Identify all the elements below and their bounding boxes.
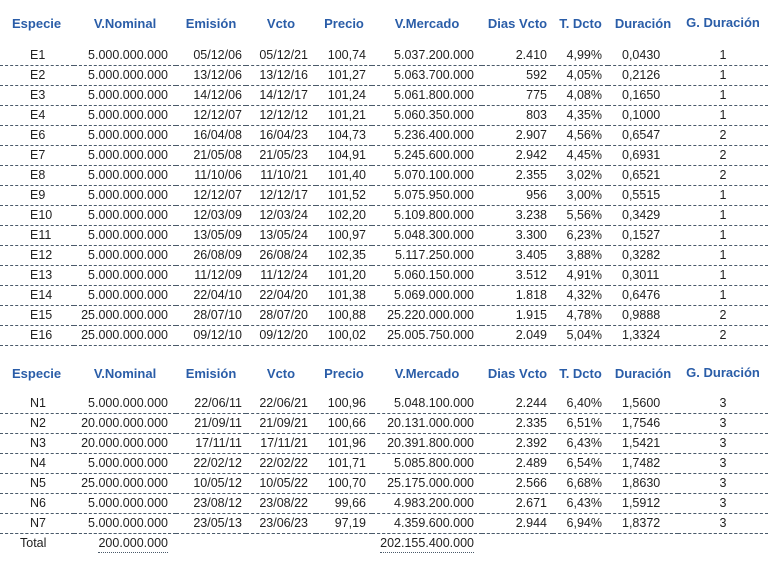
table-row (0, 86, 768, 106)
cell-v-mercado: 5.075.950.000 (372, 186, 482, 206)
cell-duracion: 0,3282 (608, 246, 678, 266)
cell-emision: 17/11/11 (176, 434, 246, 454)
cell-t-dcto: 3,88% (553, 246, 608, 266)
cell-v-mercado: 5.117.250.000 (372, 246, 482, 266)
cell-vcto: 21/05/23 (246, 146, 316, 166)
cell-v-mercado: 5.236.400.000 (372, 126, 482, 146)
cell-especie: N4 (0, 454, 74, 474)
cell-v-nominal: 25.000.000.000 (74, 474, 176, 494)
cell-dias-vcto: 2.335 (482, 414, 553, 434)
cell-precio: 100,97 (316, 226, 372, 246)
cell-especie: E11 (0, 226, 74, 246)
total-empty-cell (608, 534, 678, 554)
cell-t-dcto: 6,68% (553, 474, 608, 494)
cell-emision: 12/03/09 (176, 206, 246, 226)
cell-vcto: 14/12/17 (246, 86, 316, 106)
cell-precio: 101,21 (316, 106, 372, 126)
total-section (0, 534, 768, 554)
cell-especie: N2 (0, 414, 74, 434)
cell-precio: 101,38 (316, 286, 372, 306)
header-duracion: Duración (614, 365, 672, 381)
cell-v-mercado: 5.109.800.000 (372, 206, 482, 226)
cell-dias-vcto: 3.512 (482, 266, 553, 286)
cell-dias-vcto: 775 (482, 86, 553, 106)
header-v-nominal: V.Nominal (93, 365, 157, 381)
cell-dias-vcto: 2.944 (482, 514, 553, 534)
table-row (0, 46, 768, 66)
cell-especie: E6 (0, 126, 74, 146)
cell-duracion: 1,5600 (608, 394, 678, 414)
cell-emision: 28/07/10 (176, 306, 246, 326)
cell-v-nominal: 5.000.000.000 (74, 454, 176, 474)
total-empty-cell (553, 534, 608, 554)
total-empty-cell (482, 534, 553, 554)
cell-precio: 97,19 (316, 514, 372, 534)
cell-duracion: 1,5421 (608, 434, 678, 454)
cell-t-dcto: 6,43% (553, 494, 608, 514)
cell-t-dcto: 4,99% (553, 46, 608, 66)
cell-precio: 101,40 (316, 166, 372, 186)
table-row (0, 286, 768, 306)
cell-duracion: 1,3324 (608, 326, 678, 346)
cell-vcto: 21/09/21 (246, 414, 316, 434)
total-empty-cell (678, 534, 768, 554)
header-v-mercado: V.Mercado (394, 15, 460, 31)
cell-g-duracion: 2 (678, 146, 768, 166)
cell-vcto: 22/06/21 (246, 394, 316, 414)
cell-especie: E7 (0, 146, 74, 166)
cell-v-nominal: 5.000.000.000 (74, 286, 176, 306)
cell-duracion: 1,5912 (608, 494, 678, 514)
header-row-n (0, 346, 768, 395)
cell-duracion: 0,3429 (608, 206, 678, 226)
cell-precio: 100,66 (316, 414, 372, 434)
cell-v-mercado: 5.048.300.000 (372, 226, 482, 246)
cell-dias-vcto: 2.049 (482, 326, 553, 346)
cell-g-duracion: 3 (678, 434, 768, 454)
cell-precio: 101,27 (316, 66, 372, 86)
cell-dias-vcto: 2.244 (482, 394, 553, 414)
cell-t-dcto: 4,91% (553, 266, 608, 286)
cell-v-nominal: 5.000.000.000 (74, 394, 176, 414)
header-t-dcto: T. Dcto (559, 365, 602, 381)
cell-dias-vcto: 803 (482, 106, 553, 126)
cell-duracion: 0,3011 (608, 266, 678, 286)
cell-duracion: 1,8372 (608, 514, 678, 534)
cell-especie: E12 (0, 246, 74, 266)
cell-dias-vcto: 3.300 (482, 226, 553, 246)
cell-emision: 12/12/07 (176, 106, 246, 126)
cell-duracion: 0,6476 (608, 286, 678, 306)
cell-v-nominal: 5.000.000.000 (74, 46, 176, 66)
cell-g-duracion: 1 (678, 86, 768, 106)
cell-duracion: 0,6521 (608, 166, 678, 186)
total-empty-cell (176, 534, 246, 554)
cell-v-mercado: 25.175.000.000 (372, 474, 482, 494)
table-row (0, 434, 768, 454)
table-row (0, 414, 768, 434)
cell-g-duracion: 2 (678, 306, 768, 326)
cell-dias-vcto: 1.818 (482, 286, 553, 306)
cell-especie: E14 (0, 286, 74, 306)
cell-precio: 100,02 (316, 326, 372, 346)
header-dias-vcto: Dias Vcto (487, 365, 548, 381)
cell-v-mercado: 25.005.750.000 (372, 326, 482, 346)
table-row (0, 494, 768, 514)
cell-t-dcto: 5,56% (553, 206, 608, 226)
cell-v-nominal: 5.000.000.000 (74, 206, 176, 226)
cell-duracion: 0,9888 (608, 306, 678, 326)
cell-v-nominal: 5.000.000.000 (74, 186, 176, 206)
header-g-duracion: G. Duración (686, 365, 760, 380)
cell-t-dcto: 6,51% (553, 414, 608, 434)
cell-g-duracion: 1 (678, 246, 768, 266)
cell-g-duracion: 1 (678, 206, 768, 226)
cell-v-nominal: 5.000.000.000 (74, 106, 176, 126)
cell-duracion: 1,8630 (608, 474, 678, 494)
cell-precio: 102,35 (316, 246, 372, 266)
cell-g-duracion: 1 (678, 186, 768, 206)
cell-v-nominal: 5.000.000.000 (74, 226, 176, 246)
header-duracion: Duración (614, 15, 672, 31)
table-row (0, 266, 768, 286)
cell-dias-vcto: 2.566 (482, 474, 553, 494)
cell-vcto: 12/03/24 (246, 206, 316, 226)
cell-emision: 14/12/06 (176, 86, 246, 106)
cell-dias-vcto: 2.942 (482, 146, 553, 166)
cell-precio: 101,96 (316, 434, 372, 454)
cell-precio: 99,66 (316, 494, 372, 514)
header-especie: Especie (12, 15, 62, 31)
header-vcto: Vcto (266, 365, 296, 381)
cell-g-duracion: 2 (678, 326, 768, 346)
cell-especie: E1 (0, 46, 74, 66)
cell-dias-vcto: 2.489 (482, 454, 553, 474)
cell-emision: 21/05/08 (176, 146, 246, 166)
cell-dias-vcto: 592 (482, 66, 553, 86)
table-row (0, 126, 768, 146)
total-row (0, 534, 768, 554)
cell-especie: E9 (0, 186, 74, 206)
cell-v-nominal: 5.000.000.000 (74, 266, 176, 286)
cell-duracion: 0,1000 (608, 106, 678, 126)
cell-especie: E2 (0, 66, 74, 86)
cell-dias-vcto: 2.410 (482, 46, 553, 66)
cell-v-mercado: 25.220.000.000 (372, 306, 482, 326)
cell-vcto: 12/12/12 (246, 106, 316, 126)
cell-v-nominal: 25.000.000.000 (74, 306, 176, 326)
cell-precio: 101,52 (316, 186, 372, 206)
table-row (0, 394, 768, 414)
cell-dias-vcto: 2.355 (482, 166, 553, 186)
cell-dias-vcto: 2.671 (482, 494, 553, 514)
cell-t-dcto: 4,32% (553, 286, 608, 306)
header-precio: Precio (324, 15, 364, 31)
header-t-dcto: T. Dcto (559, 15, 602, 31)
header-v-nominal: V.Nominal (93, 15, 157, 31)
cell-especie: N6 (0, 494, 74, 514)
cell-duracion: 0,1527 (608, 226, 678, 246)
section-n-rows (0, 394, 768, 534)
cell-vcto: 11/12/24 (246, 266, 316, 286)
cell-g-duracion: 1 (678, 46, 768, 66)
cell-g-duracion: 3 (678, 514, 768, 534)
cell-vcto: 23/06/23 (246, 514, 316, 534)
cell-v-nominal: 5.000.000.000 (74, 126, 176, 146)
cell-duracion: 1,7482 (608, 454, 678, 474)
cell-t-dcto: 5,04% (553, 326, 608, 346)
cell-emision: 22/02/12 (176, 454, 246, 474)
cell-precio: 100,88 (316, 306, 372, 326)
cell-v-nominal: 5.000.000.000 (74, 246, 176, 266)
cell-especie: E8 (0, 166, 74, 186)
cell-t-dcto: 6,54% (553, 454, 608, 474)
cell-v-nominal: 20.000.000.000 (74, 414, 176, 434)
cell-v-mercado: 5.085.800.000 (372, 454, 482, 474)
cell-v-mercado: 5.037.200.000 (372, 46, 482, 66)
table-row (0, 166, 768, 186)
table-row (0, 246, 768, 266)
cell-v-nominal: 5.000.000.000 (74, 86, 176, 106)
cell-especie: E13 (0, 266, 74, 286)
cell-precio: 101,71 (316, 454, 372, 474)
cell-t-dcto: 4,56% (553, 126, 608, 146)
header-v-mercado: V.Mercado (394, 365, 460, 381)
cell-v-nominal: 5.000.000.000 (74, 494, 176, 514)
cell-v-mercado: 4.983.200.000 (372, 494, 482, 514)
cell-emision: 12/12/07 (176, 186, 246, 206)
cell-especie: E4 (0, 106, 74, 126)
cell-especie: N5 (0, 474, 74, 494)
cell-v-mercado: 4.359.600.000 (372, 514, 482, 534)
cell-vcto: 17/11/21 (246, 434, 316, 454)
cell-v-nominal: 5.000.000.000 (74, 146, 176, 166)
table-row (0, 146, 768, 166)
cell-t-dcto: 6,94% (553, 514, 608, 534)
cell-v-nominal: 5.000.000.000 (74, 66, 176, 86)
header-precio: Precio (324, 365, 364, 381)
cell-precio: 101,24 (316, 86, 372, 106)
header-especie: Especie (12, 365, 62, 381)
cell-emision: 13/12/06 (176, 66, 246, 86)
cell-vcto: 16/04/23 (246, 126, 316, 146)
cell-v-nominal: 20.000.000.000 (74, 434, 176, 454)
cell-vcto: 12/12/17 (246, 186, 316, 206)
table-row (0, 454, 768, 474)
cell-dias-vcto: 2.392 (482, 434, 553, 454)
cell-dias-vcto: 3.238 (482, 206, 553, 226)
cell-precio: 104,73 (316, 126, 372, 146)
total-mercado-value: 202.155.400.000 (380, 535, 474, 553)
cell-vcto: 10/05/22 (246, 474, 316, 494)
total-nominal (74, 534, 176, 554)
cell-t-dcto: 6,43% (553, 434, 608, 454)
cell-g-duracion: 1 (678, 66, 768, 86)
cell-especie: N3 (0, 434, 74, 454)
total-empty-cell (246, 534, 316, 554)
cell-vcto: 22/02/22 (246, 454, 316, 474)
cell-dias-vcto: 956 (482, 186, 553, 206)
cell-duracion: 1,7546 (608, 414, 678, 434)
cell-emision: 11/10/06 (176, 166, 246, 186)
cell-vcto: 11/10/21 (246, 166, 316, 186)
cell-emision: 10/05/12 (176, 474, 246, 494)
cell-emision: 21/09/11 (176, 414, 246, 434)
cell-especie: E10 (0, 206, 74, 226)
total-nominal-value: 200.000.000 (98, 535, 168, 553)
cell-especie: E16 (0, 326, 74, 346)
cell-v-mercado: 5.060.150.000 (372, 266, 482, 286)
cell-emision: 26/08/09 (176, 246, 246, 266)
cell-g-duracion: 3 (678, 494, 768, 514)
cell-especie: E15 (0, 306, 74, 326)
cell-t-dcto: 6,23% (553, 226, 608, 246)
cell-duracion: 0,0430 (608, 46, 678, 66)
cell-vcto: 28/07/20 (246, 306, 316, 326)
cell-v-mercado: 5.060.350.000 (372, 106, 482, 126)
cell-precio: 100,70 (316, 474, 372, 494)
cell-v-mercado: 5.063.700.000 (372, 66, 482, 86)
cell-dias-vcto: 3.405 (482, 246, 553, 266)
cell-vcto: 13/12/16 (246, 66, 316, 86)
cell-especie: E3 (0, 86, 74, 106)
cell-t-dcto: 4,08% (553, 86, 608, 106)
cell-v-mercado: 5.061.800.000 (372, 86, 482, 106)
cell-v-nominal: 5.000.000.000 (74, 514, 176, 534)
header-dias-vcto: Dias Vcto (487, 15, 548, 31)
cell-t-dcto: 4,78% (553, 306, 608, 326)
cell-g-duracion: 3 (678, 414, 768, 434)
cell-emision: 22/06/11 (176, 394, 246, 414)
cell-t-dcto: 6,40% (553, 394, 608, 414)
total-empty-cell (316, 534, 372, 554)
cell-duracion: 0,6547 (608, 126, 678, 146)
table-row (0, 226, 768, 246)
cell-emision: 22/04/10 (176, 286, 246, 306)
cell-g-duracion: 2 (678, 126, 768, 146)
total-label: Total (20, 536, 47, 550)
cell-emision: 23/08/12 (176, 494, 246, 514)
cell-g-duracion: 3 (678, 474, 768, 494)
cell-v-nominal: 5.000.000.000 (74, 166, 176, 186)
cell-v-mercado: 5.069.000.000 (372, 286, 482, 306)
cell-t-dcto: 4,45% (553, 146, 608, 166)
cell-g-duracion: 1 (678, 106, 768, 126)
cell-g-duracion: 1 (678, 286, 768, 306)
cell-emision: 16/04/08 (176, 126, 246, 146)
cell-v-mercado: 5.048.100.000 (372, 394, 482, 414)
cell-precio: 100,74 (316, 46, 372, 66)
cell-vcto: 09/12/20 (246, 326, 316, 346)
cell-duracion: 0,2126 (608, 66, 678, 86)
table-row (0, 326, 768, 346)
header-row-e (0, 0, 768, 46)
table-row (0, 66, 768, 86)
cell-emision: 23/05/13 (176, 514, 246, 534)
cell-emision: 11/12/09 (176, 266, 246, 286)
cell-emision: 09/12/10 (176, 326, 246, 346)
cell-g-duracion: 3 (678, 454, 768, 474)
cell-duracion: 0,6931 (608, 146, 678, 166)
cell-g-duracion: 1 (678, 226, 768, 246)
cell-v-mercado: 5.070.100.000 (372, 166, 482, 186)
cell-precio: 102,20 (316, 206, 372, 226)
cell-emision: 05/12/06 (176, 46, 246, 66)
section-e-rows (0, 46, 768, 346)
cell-vcto: 05/12/21 (246, 46, 316, 66)
cell-v-mercado: 20.131.000.000 (372, 414, 482, 434)
cell-g-duracion: 2 (678, 166, 768, 186)
table-row (0, 474, 768, 494)
cell-t-dcto: 3,02% (553, 166, 608, 186)
cell-g-duracion: 1 (678, 266, 768, 286)
cell-precio: 100,96 (316, 394, 372, 414)
cell-dias-vcto: 1.915 (482, 306, 553, 326)
cell-especie: N7 (0, 514, 74, 534)
table-row (0, 306, 768, 326)
total-mercado (372, 534, 482, 554)
cell-emision: 13/05/09 (176, 226, 246, 246)
cell-g-duracion: 3 (678, 394, 768, 414)
cell-duracion: 0,5515 (608, 186, 678, 206)
cell-t-dcto: 3,00% (553, 186, 608, 206)
header-emision: Emisión (185, 365, 237, 381)
header-g-duracion: G. Duración (686, 15, 760, 30)
table-row (0, 206, 768, 226)
cell-precio: 104,91 (316, 146, 372, 166)
cell-vcto: 22/04/20 (246, 286, 316, 306)
cell-v-mercado: 20.391.800.000 (372, 434, 482, 454)
cell-dias-vcto: 2.907 (482, 126, 553, 146)
cell-v-mercado: 5.245.600.000 (372, 146, 482, 166)
cell-vcto: 13/05/24 (246, 226, 316, 246)
header-vcto: Vcto (266, 15, 296, 31)
cell-duracion: 0,1650 (608, 86, 678, 106)
cell-vcto: 23/08/22 (246, 494, 316, 514)
table-row (0, 514, 768, 534)
table-row (0, 106, 768, 126)
cell-t-dcto: 4,35% (553, 106, 608, 126)
cell-vcto: 26/08/24 (246, 246, 316, 266)
cell-t-dcto: 4,05% (553, 66, 608, 86)
table-row (0, 186, 768, 206)
cell-especie: N1 (0, 394, 74, 414)
cell-v-nominal: 25.000.000.000 (74, 326, 176, 346)
cell-precio: 101,20 (316, 266, 372, 286)
header-emision: Emisión (185, 15, 237, 31)
